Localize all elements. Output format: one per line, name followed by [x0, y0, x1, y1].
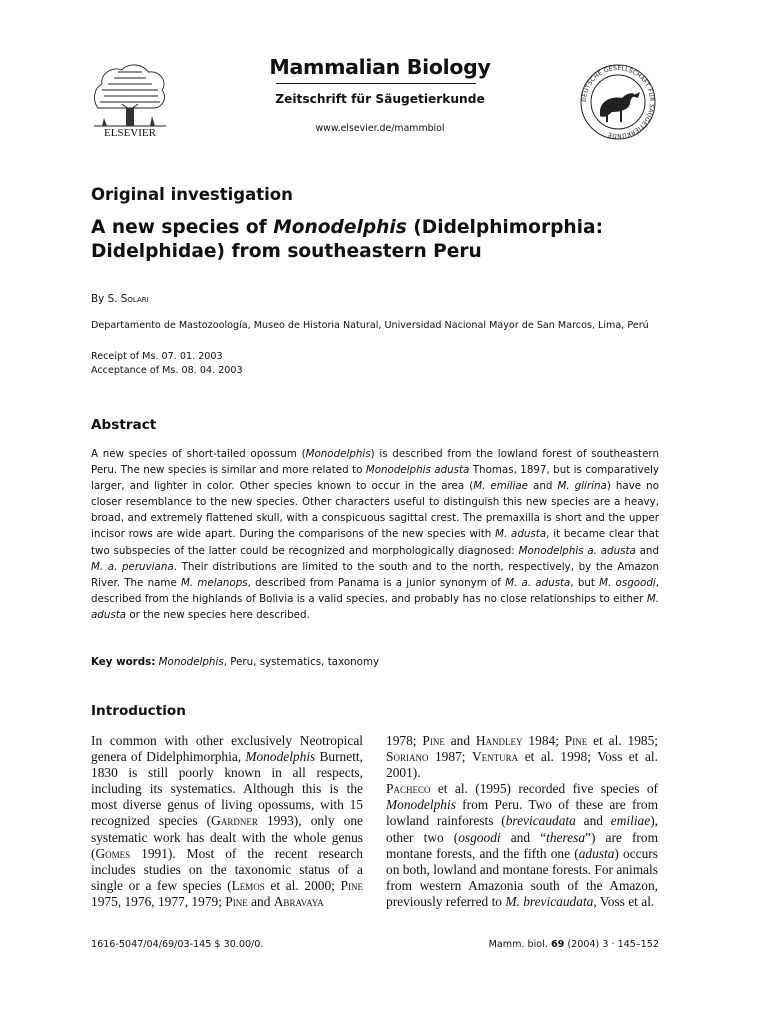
footer-issn: 1616-5047/04/69/03-145 $ 30.00/0. — [91, 939, 264, 950]
author-citation: Pine — [422, 733, 445, 748]
abstract-italic: M. a. adusta — [505, 576, 571, 589]
intro-text: ”) are from montane forests, and the fifth one ( — [386, 829, 658, 861]
abstract-text: , but — [570, 576, 600, 589]
footer-citation — [430, 939, 659, 950]
intro-column-left — [91, 733, 363, 910]
abstract-paragraph — [91, 446, 659, 623]
manuscript-dates — [91, 350, 243, 378]
author-citation: Gardner — [211, 813, 258, 829]
abstract-heading: Abstract — [91, 417, 157, 433]
affiliation: Departamento de Mastozoología, Museo de Historia Natural, Universidad Nacional Mayor de San Marcos, Lima, Perú — [91, 320, 649, 331]
section-label: Original investigation — [91, 185, 293, 204]
intro-text: et al. 1998; Voss et al. 2001). — [386, 749, 658, 781]
intro-text: 1993), only one systematic work has dealt with the whole genus ( — [91, 813, 363, 861]
keywords-label: Key words: — [91, 656, 156, 668]
journal-title: Mammalian Biology — [269, 55, 491, 79]
footer-volume: 69 — [550, 939, 565, 950]
intro-italic: brevicaudata — [505, 813, 576, 829]
abstract-italic: M. melanops — [181, 576, 248, 589]
author-surname: olari — [127, 293, 149, 305]
abstract-text: or the new species here described. — [126, 608, 310, 621]
intro-italic: Monodelphis — [386, 797, 456, 813]
intro-text: 1991). Most of the recent research includes studies on the taxonomic status of a single or a few species ( — [91, 845, 363, 893]
receipt-date: Receipt of Ms. 07. 01. 2003 — [91, 351, 223, 362]
abstract-text: A new species of short-tailed opossum ( — [91, 448, 306, 460]
intro-text: and “ — [500, 829, 547, 845]
intro-italic: adusta — [578, 845, 615, 861]
intro-text: from Peru. Two of these are from lowland rainforests ( — [386, 797, 658, 829]
author-citation: Pine — [225, 893, 248, 909]
author-citation: Abravaya — [273, 893, 324, 909]
elsevier-logo — [88, 60, 172, 140]
journal-url-link[interactable]: www.elsevier.de/mammbiol — [315, 123, 445, 134]
intro-italic: osgoodi — [458, 829, 501, 845]
abstract-italic: M. a. peruviana — [91, 560, 174, 573]
abstract-text: , it became clear that two subspecies of the latter could be recognized and morphologically diagnosed: — [91, 528, 659, 557]
society-seal-logo — [574, 62, 662, 140]
abstract-italic: Monodelphis adusta — [365, 464, 470, 477]
intro-text: ), other two ( — [386, 813, 658, 845]
abstract-italic: M. emiliae — [473, 480, 529, 493]
title-part: A new species of — [91, 217, 274, 238]
intro-italic: emiliae — [610, 813, 651, 829]
abstract-text: Thomas, 1897, but is comparatively larger, and lighter in color. Other species known to occur in the area ( — [91, 464, 659, 493]
abstract-text: ) have no closer resemblance to the new species. Other characters useful to distinguish this new species are a heavy, broad, and extremely flattened skull, with a conspicuous sagittal crest. The premaxilla is short and the upper incisor rows are wide apart. During the comparisons of the new species with — [91, 480, 659, 541]
intro-text: ) occurs on both, lowland and montane forests. For animals from western Amazonia south of the Amazon, previously referred to — [386, 845, 658, 909]
footer-journal: Mamm. biol. — [488, 939, 551, 950]
journal-subtitle: Zeitschrift für Säugetierkunde — [275, 92, 485, 106]
author-citation: Pine — [340, 877, 363, 893]
author-citation: Gomes — [95, 845, 131, 861]
elsevier-wordmark: ELSEVIER — [104, 127, 156, 139]
intro-text: , Voss et al. — [593, 893, 655, 909]
author-line — [91, 293, 149, 305]
acceptance-date: Acceptance of Ms. 08. 04. 2003 — [91, 365, 243, 376]
intro-text: et al. 2000; — [264, 877, 341, 893]
intro-text: Burnett, 1830 is still poorly known in all respects, including its systematics. Although this is the most diverse genus of living opossums, with 15 recognized species ( — [91, 749, 363, 829]
paper-title — [91, 216, 691, 264]
intro-paragraph — [386, 781, 658, 910]
abstract-body — [91, 446, 659, 623]
intro-column-right — [386, 733, 658, 910]
intro-text: et al. 1985; — [587, 733, 659, 748]
intro-text: 1984; — [522, 733, 565, 748]
title-genus: Monodelphis — [273, 217, 407, 238]
author-citation: Soriano — [386, 749, 429, 765]
intro-text: et al. (1995) recorded five species of — [430, 781, 658, 797]
abstract-italic: M. osgoodi — [599, 576, 656, 589]
abstract-text: , described from Panama is a junior synonym of — [247, 576, 506, 589]
author-citation: Lemos — [231, 877, 265, 893]
intro-text: 1978; — [386, 733, 423, 748]
abstract-italic: Monodelphis a. adusta — [518, 544, 636, 557]
intro-text: and — [247, 893, 274, 909]
introduction-heading: Introduction — [91, 703, 186, 719]
intro-italic: Monodelphis — [245, 749, 316, 765]
abstract-text: , described from the highlands of Bolivia is a valid species, and probably has no close relationships to either — [91, 576, 660, 605]
author-citation: Pine — [564, 733, 588, 748]
author-citation: Ventura — [472, 749, 519, 765]
abstract-text: ) is described from the lowland forest of southeastern Peru. The new species is similar and more related to — [91, 448, 660, 477]
footer-pages: (2004) 3 · 145–152 — [564, 939, 659, 950]
seal-ring-text: DEUTSCHE GESELLSCHAFT FÜR SÄUGETIERKUNDE — [580, 64, 656, 140]
title-part: (Didelphimorphia: Didelphidae) from southeastern Peru — [91, 217, 604, 262]
intro-paragraph — [91, 733, 363, 910]
journal-title-rule — [276, 83, 476, 84]
abstract-italic: M. adusta — [495, 528, 547, 541]
intro-italic: M. brevicaudata — [505, 893, 594, 909]
intro-paragraph — [386, 733, 658, 781]
abstract-italic: Monodelphis — [305, 448, 371, 460]
intro-italic: theresa — [546, 829, 586, 845]
intro-text: 1975, 1976, 1977, 1979; — [91, 893, 226, 909]
intro-text: 1987; — [428, 749, 473, 765]
abstract-italic: M. adusta — [91, 592, 659, 621]
keyword-genus: Monodelphis — [158, 656, 224, 668]
intro-text: In common with other exclusively Neotropical genera of Didelphimorphia, — [91, 733, 363, 765]
intro-text: and — [575, 813, 611, 829]
author-citation: Handley — [475, 733, 523, 748]
keywords-line — [91, 656, 379, 668]
author-prefix: By S. S — [91, 293, 128, 305]
author-citation: Pacheco — [386, 781, 431, 797]
keywords-rest: , Peru, systematics, taxonomy — [223, 656, 380, 668]
abstract-text: and — [528, 480, 558, 493]
intro-text: and — [444, 733, 476, 748]
abstract-text: and — [635, 544, 659, 557]
abstract-italic: M. glirina — [557, 480, 607, 493]
abstract-text: . Their distributions are limited to the south and to the north, respectively, by the Amazon River. The name — [91, 560, 659, 589]
